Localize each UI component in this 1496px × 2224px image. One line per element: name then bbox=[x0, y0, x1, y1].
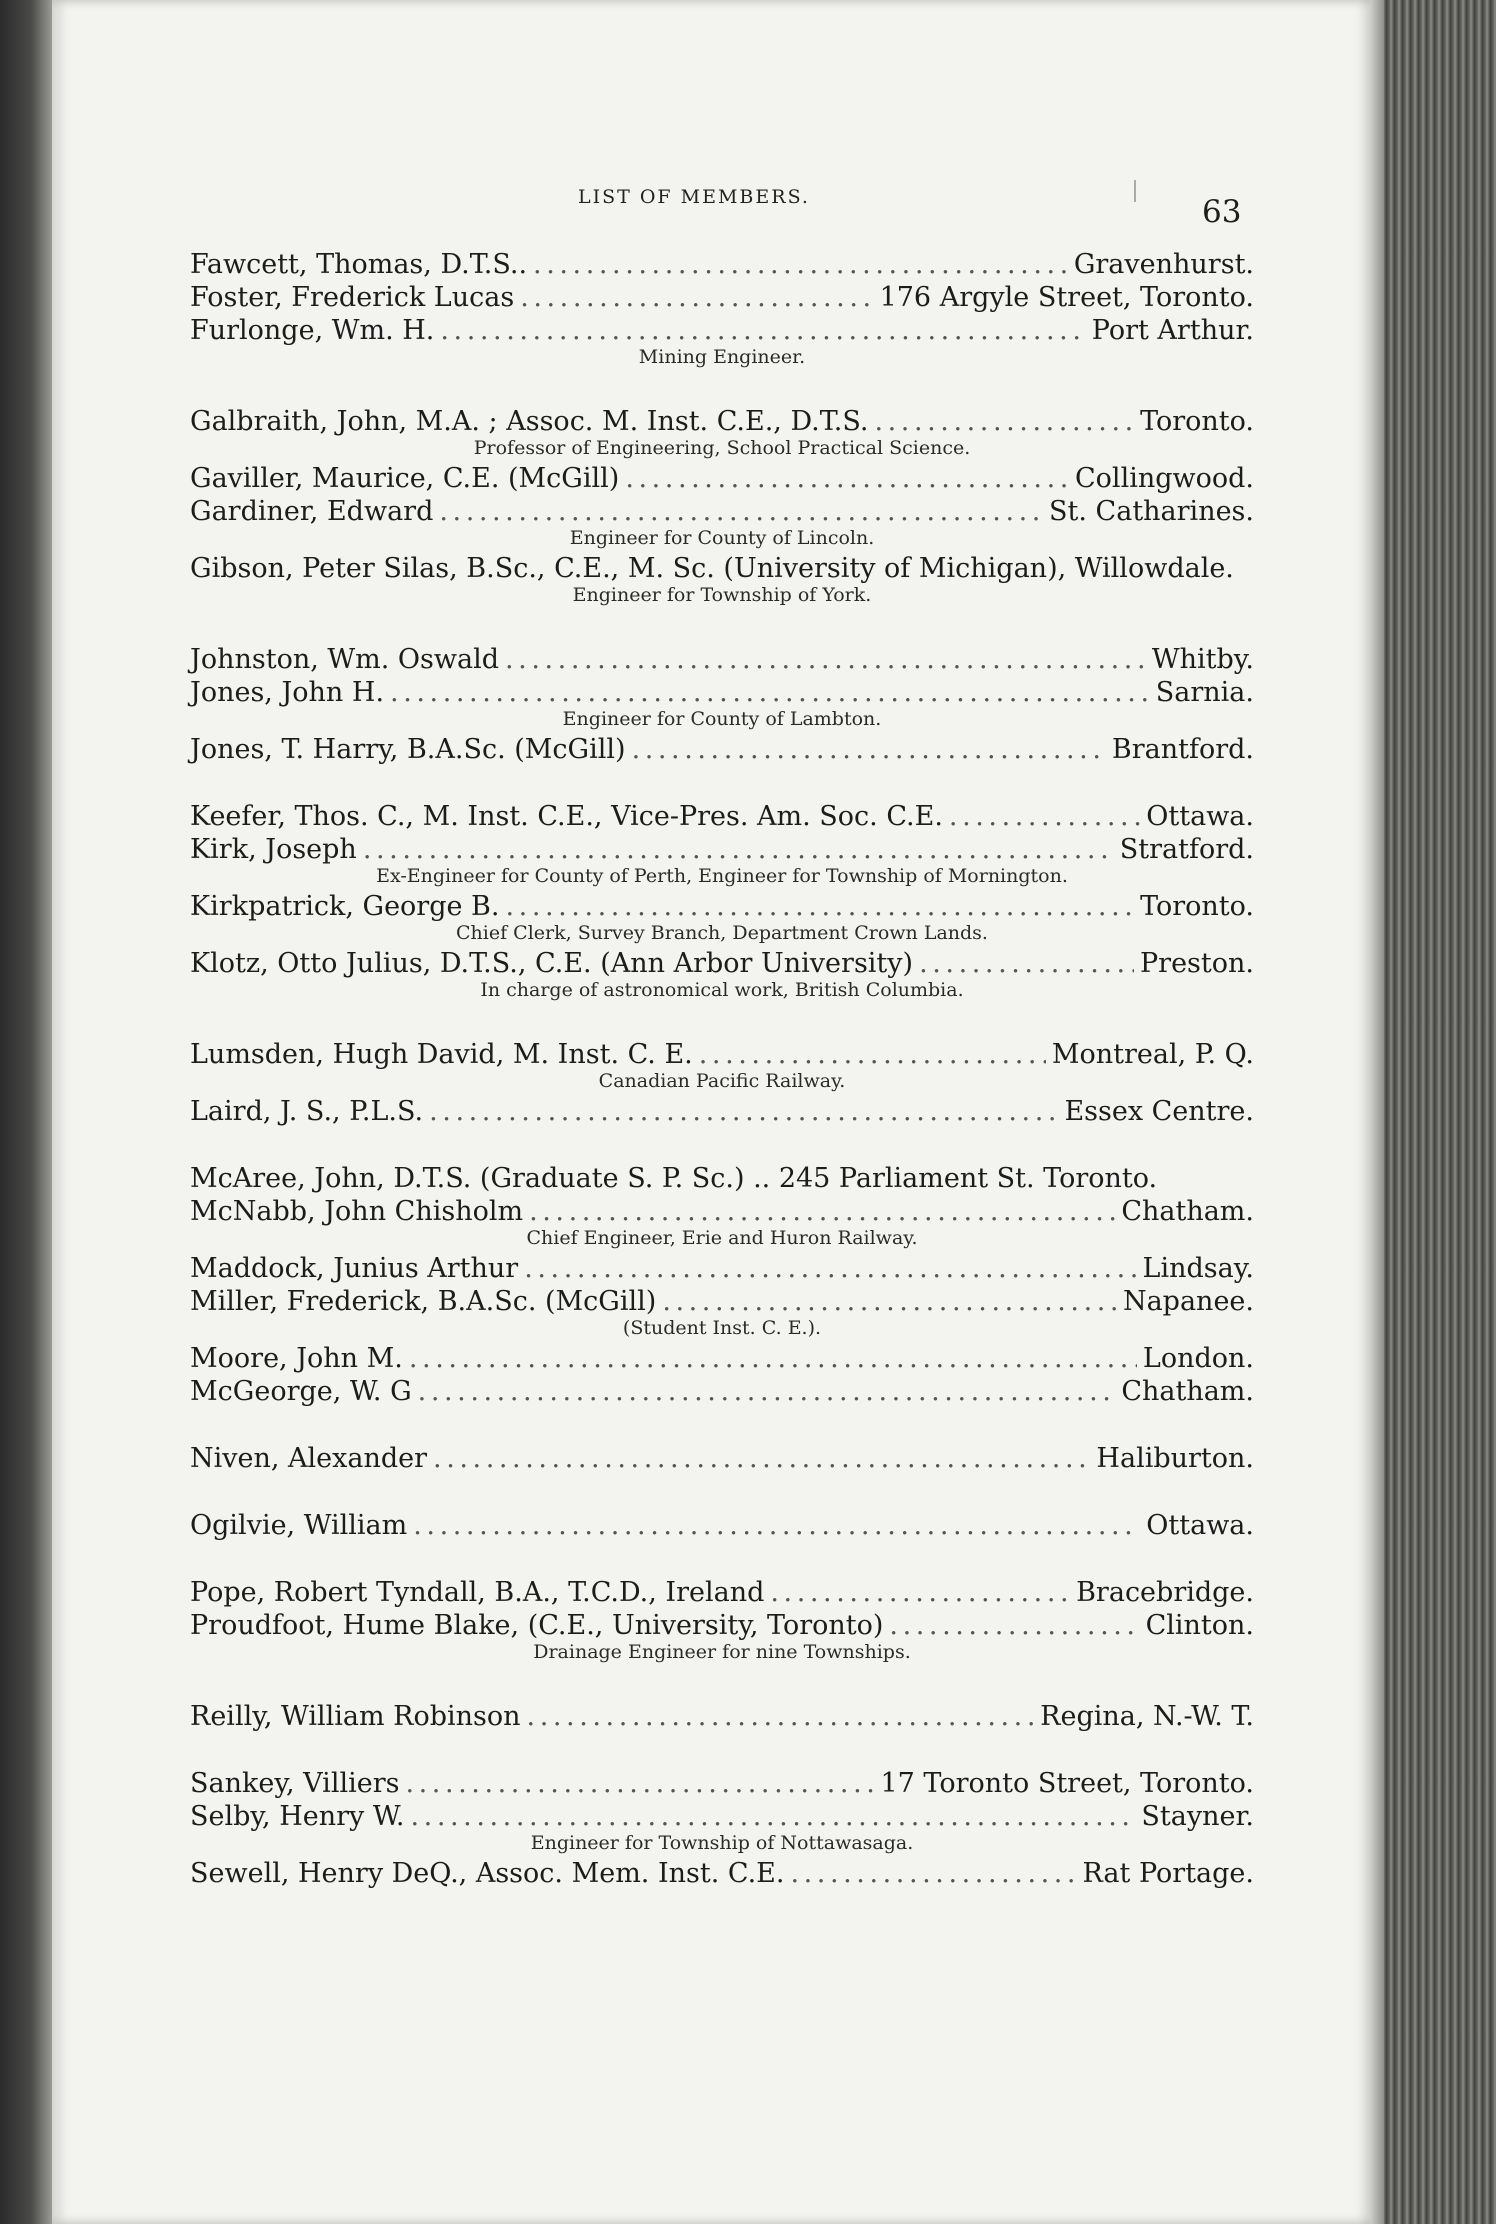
member-location: Napanee. bbox=[1122, 1286, 1254, 1317]
group-gap bbox=[190, 1475, 1254, 1509]
group-gap bbox=[190, 1408, 1254, 1442]
member-entry bbox=[190, 833, 1254, 866]
member-location: Whitby. bbox=[1151, 644, 1254, 675]
member-name: Keefer, Thos. C., M. Inst. C.E., Vice-Pres. Am. Soc. C.E. bbox=[190, 801, 943, 832]
member-name: McAree, John, D.T.S. (Graduate S. P. Sc.) .. 245 Parliament St. Toronto. bbox=[190, 1163, 1158, 1194]
member-entry bbox=[190, 1700, 1254, 1733]
member-note: Engineer for County of Lambton. bbox=[562, 708, 882, 730]
leader-dots bbox=[889, 1609, 1139, 1642]
group-gap bbox=[190, 371, 1254, 405]
member-location: 17 Toronto Street, Toronto. bbox=[880, 1768, 1254, 1799]
member-location: Port Arthur. bbox=[1091, 315, 1254, 346]
member-location: Essex Centre. bbox=[1064, 1096, 1254, 1127]
member-name: Kirk, Joseph bbox=[190, 834, 357, 865]
member-entry bbox=[190, 1609, 1254, 1642]
member-note: Ex-Engineer for County of Perth, Engineer for Township of Mornington. bbox=[376, 865, 1068, 887]
member-location: Ottawa. bbox=[1146, 1510, 1254, 1541]
leader-dots bbox=[632, 733, 1106, 766]
member-entry bbox=[190, 1252, 1254, 1285]
leader-dots bbox=[699, 1038, 1046, 1071]
member-entry bbox=[190, 1442, 1254, 1475]
member-location: Ottawa. bbox=[1146, 801, 1254, 832]
leader-dots bbox=[790, 1857, 1076, 1890]
member-note: Engineer for Township of York. bbox=[572, 584, 872, 606]
running-header: LIST OF MEMBERS. bbox=[578, 186, 810, 208]
member-note: Drainage Engineer for nine Townships. bbox=[533, 1641, 911, 1663]
member-location: Toronto. bbox=[1140, 406, 1254, 437]
leader-dots bbox=[770, 1576, 1070, 1609]
member-name: Ogilvie, William bbox=[190, 1510, 408, 1541]
member-name: Lumsden, Hugh David, M. Inst. C. E. bbox=[190, 1039, 693, 1070]
member-name: Klotz, Otto Julius, D.T.S., C.E. (Ann Arbor University) bbox=[190, 948, 914, 979]
member-name: Niven, Alexander bbox=[190, 1443, 428, 1474]
member-location: Preston. bbox=[1140, 948, 1254, 979]
member-location: Gravenhurst. bbox=[1073, 249, 1254, 280]
group-gap bbox=[190, 1128, 1254, 1162]
member-entry bbox=[190, 643, 1254, 676]
member-entry bbox=[190, 1509, 1254, 1542]
member-entry bbox=[190, 1162, 1254, 1195]
member-name: Foster, Frederick Lucas bbox=[190, 282, 515, 313]
member-location: Rat Portage. bbox=[1082, 1858, 1254, 1889]
member-note: Engineer for County of Lincoln. bbox=[569, 527, 875, 549]
member-entry bbox=[190, 1375, 1254, 1408]
member-name: Jones, John H. bbox=[190, 677, 385, 708]
group-gap bbox=[190, 609, 1254, 643]
leader-dots bbox=[390, 676, 1150, 709]
member-name: Pope, Robert Tyndall, B.A., T.C.D., Ireland bbox=[190, 1577, 765, 1608]
leader-dots bbox=[505, 643, 1146, 676]
member-name: Gardiner, Edward bbox=[190, 496, 434, 527]
leader-dots bbox=[405, 1767, 874, 1800]
member-name: Laird, J. S., P.L.S. bbox=[190, 1096, 424, 1127]
member-name: Maddock, Junius Arthur bbox=[190, 1253, 519, 1284]
member-location: 176 Argyle Street, Toronto. bbox=[879, 282, 1254, 313]
member-location: Chatham. bbox=[1121, 1196, 1254, 1227]
member-note: Mining Engineer. bbox=[638, 346, 806, 368]
leader-dots bbox=[529, 1195, 1115, 1228]
leader-dots bbox=[520, 281, 873, 314]
leader-dots bbox=[409, 1342, 1137, 1375]
leader-dots bbox=[533, 248, 1068, 281]
member-name: McNabb, John Chisholm bbox=[190, 1196, 524, 1227]
member-entry bbox=[190, 733, 1254, 766]
member-name: Kirkpatrick, George B. bbox=[190, 891, 500, 922]
member-note: Professor of Engineering, School Practical Science. bbox=[473, 437, 971, 459]
member-name: Johnston, Wm. Oswald bbox=[190, 644, 500, 675]
member-location: Stratford. bbox=[1119, 834, 1254, 865]
member-name: Sewell, Henry DeQ., Assoc. Mem. Inst. C.E. bbox=[190, 1858, 785, 1889]
member-list bbox=[190, 248, 1254, 1890]
leader-dots bbox=[411, 1800, 1136, 1833]
member-entry bbox=[190, 1285, 1254, 1318]
member-name: Furlonge, Wm. H. bbox=[190, 315, 435, 346]
group-gap bbox=[190, 1004, 1254, 1038]
leader-dots bbox=[418, 1375, 1116, 1408]
group-gap bbox=[190, 766, 1254, 800]
member-location: London. bbox=[1142, 1343, 1254, 1374]
member-name: Selby, Henry W. bbox=[190, 1801, 405, 1832]
leader-dots bbox=[919, 947, 1134, 980]
leader-dots bbox=[874, 405, 1134, 438]
member-name: Proudfoot, Hume Blake, (C.E., University, Toronto) bbox=[190, 1610, 884, 1641]
member-entry bbox=[190, 890, 1254, 923]
member-note: Chief Clerk, Survey Branch, Department Crown Lands. bbox=[456, 922, 988, 944]
group-gap bbox=[190, 1666, 1254, 1700]
member-location: Sarnia. bbox=[1155, 677, 1254, 708]
member-entry bbox=[190, 1857, 1254, 1890]
leader-dots bbox=[363, 833, 1114, 866]
member-location: Haliburton. bbox=[1096, 1443, 1254, 1474]
member-entry bbox=[190, 462, 1254, 495]
member-name: Fawcett, Thomas, D.T.S.. bbox=[190, 249, 528, 280]
member-name: Gaviller, Maurice, C.E. (McGill) bbox=[190, 463, 620, 494]
leader-dots bbox=[440, 314, 1085, 347]
member-entry bbox=[190, 405, 1254, 438]
member-note: Canadian Pacific Railway. bbox=[598, 1070, 846, 1092]
member-note: Chief Engineer, Erie and Huron Railway. bbox=[526, 1227, 918, 1249]
member-location: Regina, N.-W. T. bbox=[1040, 1701, 1254, 1732]
member-name: Jones, T. Harry, B.A.Sc. (McGill) bbox=[190, 734, 626, 765]
member-location: Brantford. bbox=[1111, 734, 1254, 765]
member-location: Lindsay. bbox=[1142, 1253, 1254, 1284]
book-page bbox=[52, 0, 1370, 2224]
member-entry bbox=[190, 281, 1254, 314]
member-note: In charge of astronomical work, British Columbia. bbox=[480, 979, 964, 1001]
member-entry bbox=[190, 1576, 1254, 1609]
leader-dots bbox=[949, 800, 1140, 833]
member-location: Collingwood. bbox=[1075, 463, 1254, 494]
member-entry bbox=[190, 495, 1254, 528]
member-entry bbox=[190, 676, 1254, 709]
leader-dots bbox=[662, 1285, 1117, 1318]
leader-dots bbox=[505, 890, 1134, 923]
member-entry bbox=[190, 1342, 1254, 1375]
member-location: Clinton. bbox=[1145, 1610, 1254, 1641]
member-name: Moore, John M. bbox=[190, 1343, 403, 1374]
scan-left-shadow bbox=[0, 0, 52, 2224]
member-location: Chatham. bbox=[1121, 1376, 1254, 1407]
member-entry bbox=[190, 248, 1254, 281]
member-name: McGeorge, W. G bbox=[190, 1376, 412, 1407]
leader-dots bbox=[524, 1252, 1136, 1285]
leader-dots bbox=[429, 1095, 1058, 1128]
member-entry bbox=[190, 314, 1254, 347]
member-location: Montreal, P. Q. bbox=[1051, 1039, 1254, 1070]
group-gap bbox=[190, 1733, 1254, 1767]
margin-mark bbox=[1134, 180, 1136, 202]
group-gap bbox=[190, 1542, 1254, 1576]
page-edges bbox=[1370, 0, 1496, 2224]
member-entry bbox=[190, 1767, 1254, 1800]
member-name: Reilly, William Robinson bbox=[190, 1701, 521, 1732]
member-entry bbox=[190, 947, 1254, 980]
leader-dots bbox=[527, 1700, 1035, 1733]
member-name: Miller, Frederick, B.A.Sc. (McGill) bbox=[190, 1286, 657, 1317]
member-location: Stayner. bbox=[1141, 1801, 1254, 1832]
member-name: Sankey, Villiers bbox=[190, 1768, 400, 1799]
member-entry bbox=[190, 1800, 1254, 1833]
member-entry bbox=[190, 1038, 1254, 1071]
member-name: Gibson, Peter Silas, B.Sc., C.E., M. Sc. (University of Michigan), Willowdale. bbox=[190, 553, 1234, 584]
member-entry bbox=[190, 552, 1254, 585]
leader-dots bbox=[433, 1442, 1090, 1475]
member-location: Toronto. bbox=[1140, 891, 1254, 922]
leader-dots bbox=[439, 495, 1043, 528]
member-note: (Student Inst. C. E.). bbox=[622, 1317, 822, 1339]
member-entry bbox=[190, 1195, 1254, 1228]
leader-dots bbox=[625, 462, 1069, 495]
member-entry bbox=[190, 800, 1254, 833]
member-location: St. Catharines. bbox=[1049, 496, 1254, 527]
member-name: Galbraith, John, M.A. ; Assoc. M. Inst. C.E., D.T.S. bbox=[190, 406, 869, 437]
leader-dots bbox=[413, 1509, 1140, 1542]
member-note: Engineer for Township of Nottawasaga. bbox=[530, 1832, 914, 1854]
member-entry bbox=[190, 1095, 1254, 1128]
page-number: 63 bbox=[1202, 194, 1242, 230]
member-location: Bracebridge. bbox=[1076, 1577, 1254, 1608]
